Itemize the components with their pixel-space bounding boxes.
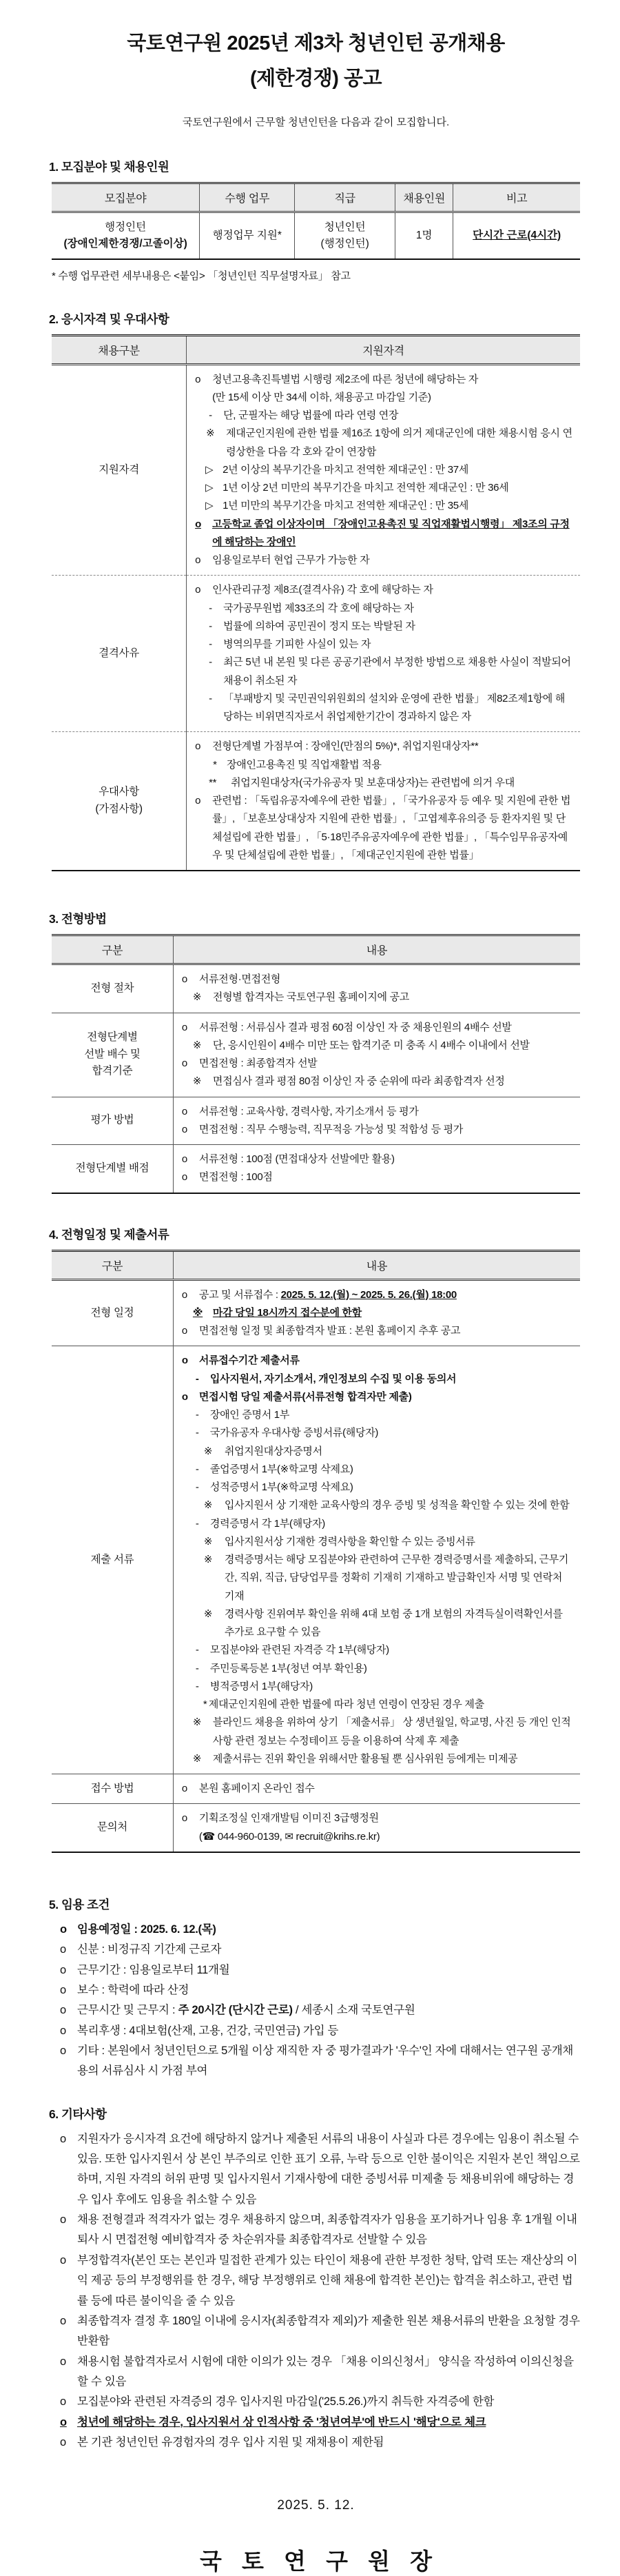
- line-text: 취업지원대상자(국가유공자 및 보훈대상자)는 관련법에 의거 우대: [231, 776, 515, 789]
- text-line: [59, 2433, 580, 2453]
- text-line: [194, 516, 575, 552]
- line-text: 면접전형 일정 및 최종합격자 발표 : 본원 홈페이지 추후 공고: [198, 1325, 461, 1337]
- page-title-line1: 국토연구원 2025년 제3차 청년인턴 공개채용: [127, 32, 505, 54]
- bullet-marker: *: [213, 758, 217, 771]
- line-text: 지원자가 응시자격 요건에 해당하지 않거나 제출된 서류의 내용이 사실과 다른 경우에는 임용이 취소될 수 있음. 또한 입사지원서 상 본인 부주의로 인한 표기 오류, 누락 등으로 인한 불이익은 지원자 본인 책임으로 하며, 지원 자격의 허위 판명 및 입사지원서 기재사항에 대한 증빙서류 미제출 등 채용비위에 해당하는 경우 입사 후에도 임용을 취소할 수 있음: [77, 2132, 580, 2206]
- section1-heading: 1. 모집분야 및 채용인원: [49, 159, 169, 174]
- text-line: [180, 971, 575, 988]
- section2-heading: 2. 응시자격 및 우대사항: [49, 312, 169, 326]
- bullet-marker: -: [209, 638, 212, 651]
- row-content: [173, 1145, 580, 1193]
- line-text: 서류전형·면접전형: [198, 973, 281, 986]
- section6-heading: 6. 기타사항: [49, 2107, 107, 2121]
- bullet-marker: o: [181, 1123, 187, 1135]
- line-text: 본원 홈페이지 온라인 접수: [198, 1783, 315, 1795]
- table-row: [52, 1804, 580, 1852]
- bullet-marker: o: [60, 2044, 66, 2057]
- line-text: 본 기관 청년인턴 유경험자의 경우 입사 지원 및 재채용이 제한됨: [77, 2436, 384, 2449]
- bullet-marker: o: [60, 2004, 66, 2017]
- bullet-marker: o: [60, 2314, 66, 2327]
- bullet-marker: -: [195, 1427, 199, 1439]
- eligibility-table: [52, 334, 580, 872]
- line-text: 1년 미만의 복무기간을 마치고 전역한 제대군인 : 만 35세: [223, 500, 469, 512]
- text-line: [180, 1150, 575, 1168]
- bullet-marker: o: [60, 1983, 66, 1996]
- text-line: [180, 1037, 575, 1055]
- grade-cell: [295, 212, 395, 259]
- bullet-marker: ※: [203, 1499, 213, 1512]
- text-line: [59, 1980, 580, 2000]
- bullet-marker: o: [195, 373, 201, 385]
- line-text: 장애인고용촉진 및 직업재활법 적용: [227, 758, 382, 771]
- text-line: [194, 407, 575, 425]
- page-subtitle: 국토연구원에서 근무할 청년인턴을 다음과 같이 모집합니다.: [182, 116, 450, 128]
- line-text: 「부패방지 및 국민권익위원회의 설치와 운영에 관한 법률」 제82조제1항에 해당하는 비위면직자로서 취업제한기간이 경과하지 않은 자: [223, 692, 566, 723]
- other-notes-list: [59, 2129, 580, 2453]
- section4-heading: 4. 전형일정 및 제출서류: [49, 1227, 169, 1241]
- field-name: 행정인턴: [105, 221, 147, 233]
- note-cell: 단시간 근로(4시간): [453, 212, 580, 259]
- text-line: [194, 479, 575, 497]
- line-text: 취업지원대상자증명서: [224, 1445, 322, 1457]
- bullet-marker: -: [195, 1644, 199, 1656]
- bullet-marker: o: [181, 1288, 187, 1301]
- line-text: 전형별 합격자는 국토연구원 홈페이지에 공고: [212, 991, 409, 1004]
- bullet-marker: -: [195, 1463, 199, 1475]
- bullet-marker: -: [195, 1680, 199, 1692]
- row-content: [187, 576, 580, 732]
- text-line: [180, 1605, 575, 1642]
- line-text: 단, 응시인원이 4배수 미만 또는 합격기준 미 충족 시 4배수 이내에서 선발: [212, 1039, 530, 1051]
- line-text: 입사지원서 상 기재한 교육사항의 경우 증빙 및 성적을 확인할 수 있는 것에 한함: [224, 1499, 570, 1512]
- text-line: [180, 1168, 575, 1186]
- line-text: 면접전형 : 최종합격자 선발: [198, 1057, 318, 1070]
- column-header: 채용인원: [395, 183, 453, 212]
- line-text: 1년 이상 2년 미만의 복무기간을 마치고 전역한 제대군인 : 만 36세: [223, 482, 509, 494]
- bullet-marker: o: [195, 518, 201, 530]
- page-title: [52, 26, 580, 97]
- text-line: [180, 1714, 575, 1750]
- text-line: [180, 1286, 575, 1304]
- bullet-marker: *: [203, 1698, 207, 1711]
- row-content: [173, 1346, 580, 1774]
- bullet-marker: o: [60, 2024, 66, 2037]
- bullet-marker: ※: [192, 1075, 202, 1088]
- table-header-row: [52, 183, 580, 212]
- table-row: [52, 1145, 580, 1193]
- column-header: 직급: [295, 183, 395, 212]
- bullet-marker: ※: [192, 1039, 202, 1051]
- text-line: [194, 774, 575, 792]
- text-line: [194, 618, 575, 636]
- line-text: 채용 전형결과 적격자가 없는 경우 채용하지 않으며, 최종합격자가 임용을 포기하거나 임용 후 1개월 이내 퇴사 시 면접전형 예비합격자 중 차순위자를 최종합격자로 선발할 수 있음: [77, 2213, 577, 2247]
- row-content: [173, 1774, 580, 1804]
- table-row: [52, 964, 580, 1013]
- bullet-marker: ※: [203, 1608, 213, 1620]
- line-text: 전형단계별 가점부여 : 장애인(만점의 5%)*, 취업지원대상자**: [212, 740, 479, 753]
- bullet-marker: ※: [192, 1306, 203, 1319]
- text-line: [180, 1304, 575, 1322]
- text-line: [180, 1750, 575, 1768]
- text-line: [180, 1121, 575, 1139]
- contact-line: [180, 1828, 575, 1846]
- line-text: 청년고용촉진특별법 시행령 제2조에 따른 청년에 해당하는 자: [212, 373, 479, 385]
- line-text: 블라인드 채용을 위하여 상기 「제출서류」 상 생년월일, 학교명, 사진 등 개인 인적사항 관련 정보는 수정테이프 등을 이용하여 삭제 후 제출: [212, 1716, 571, 1747]
- table-row: [52, 1279, 580, 1346]
- row-label: 제출 서류: [52, 1346, 173, 1774]
- row-content: [187, 364, 580, 576]
- row-label: 전형단계별 배점: [52, 1145, 173, 1193]
- text-line: [59, 1920, 580, 1940]
- text-line: [194, 600, 575, 618]
- page-title-line2: (제한경쟁) 공고: [250, 67, 382, 90]
- duty-cell: 행정업무 지원*: [200, 212, 295, 259]
- bullet-marker: o: [195, 554, 201, 567]
- text-line: [180, 1406, 575, 1424]
- line-text: 근무기간 : 임용일로부터 11개월: [77, 1963, 230, 1976]
- bullet-marker: o: [60, 2213, 66, 2227]
- text-line: [180, 1073, 575, 1091]
- table-row: [52, 1774, 580, 1804]
- bullet-marker: **: [209, 776, 217, 789]
- table-row: [52, 576, 580, 732]
- bullet-marker: -: [209, 602, 212, 614]
- line-text: 최근 5년 내 본원 및 다른 공공기관에서 부정한 방법으로 채용한 사실이 적발되어 채용이 취소된 자: [223, 656, 571, 687]
- row-content: [173, 1279, 580, 1346]
- line-text: 2년 이상의 복무기간을 마치고 전역한 제대군인 : 만 37세: [223, 463, 469, 476]
- text-line: [180, 1696, 575, 1714]
- table-row: [52, 1346, 580, 1774]
- text-line: [59, 2352, 580, 2393]
- bullet-marker: o: [60, 1923, 67, 1936]
- bullet-marker: -: [209, 409, 212, 422]
- column-header: 채용구분: [52, 335, 187, 364]
- line-text: 근무시간 및 근무지 : 주 20시간 (단시간 근로) / 세종시 소재 국토연구원: [77, 2004, 415, 2017]
- text-line: [180, 1370, 575, 1388]
- bullet-marker: o: [181, 1355, 188, 1367]
- line-text: 성적증명서 1부(※학교명 삭제요): [209, 1481, 353, 1494]
- line-text: 제대군인지원에 관한 법률에 따라 청년 연령이 연장된 경우 제출: [208, 1698, 484, 1711]
- announcement-date: 2025. 5. 12.: [277, 2498, 355, 2513]
- text-line: [194, 581, 575, 599]
- bullet-marker: ※: [192, 1716, 202, 1729]
- table-header-row: [52, 1250, 580, 1279]
- bullet-marker: -: [195, 1662, 199, 1674]
- bullet-marker: -: [195, 1481, 199, 1494]
- grade-name: 청년인턴: [324, 221, 366, 233]
- line-text: 서류접수기간 제출서류: [198, 1355, 300, 1367]
- line-text: 기획조정실 인재개발팀 이미진 3급행정원: [198, 1812, 379, 1825]
- line-text: 입사지원서, 자기소개서, 개인정보의 수집 및 이용 동의서: [209, 1372, 457, 1385]
- text-line: [180, 1424, 575, 1442]
- text-line: [180, 1479, 575, 1497]
- selection-method-table: [52, 934, 580, 1194]
- bullet-marker: ※: [206, 427, 215, 440]
- table-header-row: [52, 935, 580, 964]
- text-line: [194, 792, 575, 864]
- line-text: 제출서류는 진위 확인을 위해서만 활용될 뿐 심사위원 등에게는 미제공: [212, 1752, 518, 1765]
- bullet-marker: o: [195, 584, 201, 596]
- line-text: 마감 당일 18시까지 접수분에 한함: [212, 1306, 362, 1319]
- line-text: 병역의무를 기피한 사실이 있는 자: [223, 638, 371, 651]
- line-text: 졸업증명서 1부(※학교명 삭제요): [209, 1463, 353, 1475]
- line-text: 최종합격자 결정 후 180일 이내에 응시자(최종합격자 제외)가 제출한 원본 채용서류의 반환을 요청할 경우 반환함: [77, 2314, 580, 2348]
- text-line: [180, 1322, 575, 1340]
- text-line: [194, 425, 575, 461]
- row-content: [187, 732, 580, 871]
- column-header: 지원자격: [187, 335, 580, 364]
- bullet-marker: o: [181, 1390, 188, 1403]
- line-text: 보수 : 학력에 따라 산정: [77, 1983, 189, 1996]
- line-text: 경력증명서 각 1부(해당자): [209, 1517, 325, 1530]
- text-line: [194, 738, 575, 755]
- bullet-marker: o: [60, 1943, 66, 1956]
- text-line: [180, 1809, 575, 1827]
- bullet-marker: ▷: [205, 500, 214, 512]
- line-text: 청년에 해당하는 경우, 입사지원서 상 인적사항 중 '청년여부'에 반드시 '해당'으로 체크: [77, 2415, 486, 2428]
- bullet-marker: o: [195, 740, 201, 753]
- text-line: [180, 1443, 575, 1461]
- line-text: 국가유공자 우대사항 증빙서류(해당자): [209, 1427, 379, 1439]
- field-restriction: (장애인제한경쟁/고졸이상): [63, 237, 187, 250]
- schedule-documents-table: [52, 1250, 580, 1853]
- line-text: 복리후생 : 4대보험(산재, 고용, 건강, 국민연금) 가입 등: [77, 2024, 339, 2037]
- bullet-marker: o: [181, 1105, 187, 1117]
- bullet-marker: ▷: [205, 482, 214, 494]
- line-text: (☎ 044-960-0139, ✉ recruit@krihs.re.kr): [198, 1830, 380, 1843]
- line-text: 면접심사 결과 평점 80점 이상인 자 중 순위에 따라 최종합격자 선정: [212, 1075, 505, 1088]
- table-row: [52, 212, 580, 259]
- bullet-marker: ※: [192, 991, 202, 1004]
- bullet-marker: -: [195, 1409, 199, 1421]
- bullet-marker: o: [60, 2415, 67, 2428]
- bullet-marker: -: [209, 620, 212, 632]
- signature-title: 국 토 연 구 원 장: [199, 2548, 440, 2575]
- count-cell: 1명: [395, 212, 453, 259]
- line-text: 채용시험 불합격자로서 시험에 대한 이의가 있는 경우 「채용 이의신청서」 양식을 작성하여 이의신청을 할 수 있음: [77, 2355, 574, 2388]
- text-line: [59, 2311, 580, 2352]
- bullet-marker: o: [60, 2253, 66, 2266]
- line-text: 모집분야와 관련된 자격증 각 1부(해당자): [209, 1644, 389, 1656]
- row-content: [173, 964, 580, 1013]
- text-line: [180, 1461, 575, 1479]
- bullet-marker: o: [181, 1171, 187, 1184]
- column-header: 모집분야: [52, 183, 200, 212]
- line-text: 제대군인지원에 관한 법률 제16조 1항에 의거 제대군인에 대한 채용시험 응시 연령상한을 다음 각 호와 같이 연장함: [226, 427, 572, 458]
- table-row: [52, 732, 580, 871]
- bullet-marker: o: [181, 973, 187, 986]
- table-row: [52, 1013, 580, 1097]
- line-text: 임용예정일 : 2025. 6. 12.(목): [77, 1923, 216, 1936]
- line-text: 서류전형 : 교육사항, 경력사항, 자기소개서 등 평가: [198, 1105, 419, 1117]
- table-row: [52, 364, 580, 576]
- column-header: 비고: [453, 183, 580, 212]
- row-label: 우대사항 (가점사항): [52, 732, 187, 871]
- text-line: [180, 1551, 575, 1605]
- line-text: 고등학교 졸업 이상자이며 「장애인고용촉진 및 직업재활법시행령」 제3조의 규정에 해당하는 장애인: [212, 518, 570, 548]
- table1-footnote: * 수행 업무관련 세부내용은 <붙임> 「청년인턴 직무설명자료」 참고: [52, 270, 351, 282]
- line-text: 입사지원서상 기재한 경력사항을 확인할 수 있는 증빙서류: [224, 1535, 475, 1548]
- text-line: [59, 1960, 580, 1980]
- text-line: [180, 1515, 575, 1533]
- text-line: [194, 636, 575, 653]
- text-line: [194, 653, 575, 690]
- bullet-marker: ▷: [205, 463, 214, 476]
- column-header: 수행 업무: [200, 183, 295, 212]
- line-text: 임용일로부터 현업 근무가 가능한 자: [212, 554, 370, 567]
- bullet-marker: o: [60, 1963, 66, 1976]
- row-label: 접수 방법: [52, 1774, 173, 1804]
- text-line: [59, 2210, 580, 2251]
- line-text: 면접전형 : 100점: [198, 1171, 273, 1184]
- column-header: 구분: [52, 1250, 173, 1279]
- column-header: 내용: [173, 1250, 580, 1279]
- section5-heading: 5. 임용 조건: [49, 1897, 110, 1911]
- bullet-marker: ※: [203, 1535, 213, 1548]
- line-text: 장애인 증명서 1부: [209, 1409, 290, 1421]
- line-text: 병적증명서 1부(해당자): [209, 1680, 313, 1692]
- text-line: [180, 1103, 575, 1121]
- row-label: 전형단계별 선발 배수 및 합격기준: [52, 1013, 173, 1097]
- row-content: [173, 1097, 580, 1145]
- bullet-marker: -: [195, 1372, 199, 1385]
- line-text: 부정합격자(본인 또는 본인과 밀접한 관계가 있는 타인이 채용에 관한 부정한 청탁, 압력 또는 재산상의 이익 제공 등의 부정행위를 한 경우, 해당 부정행위로 인해 채용에 합격한 본인)는 합격을 취소하고, 관련 법률 등에 따른 불이익을 줄 수 있음: [77, 2253, 578, 2307]
- bullet-marker: o: [195, 795, 201, 807]
- bullet-marker: o: [181, 1057, 187, 1070]
- employment-conditions-list: [59, 1920, 580, 2082]
- column-header: 구분: [52, 935, 173, 964]
- line-text: 법률에 의하여 공민권이 정지 또는 박탈된 자: [223, 620, 415, 632]
- line-text: 공고 및 서류접수 : 2025. 5. 12.(월) ~ 2025. 5. 26.(월) 18:00: [198, 1288, 457, 1301]
- line-text: 관련법 : 「독립유공자예우에 관한 법률」, 「국가유공자 등 예우 및 지원에 관한 법률」, 「보훈보상대상자 지원에 관한 법률」, 「고엽제후유의증 등 환자지원 및 단체설립에 관한 법률」, 「5·18민주유공자예우에 관한 법률」, 「특수임무유공자예우 및 단체설립에 관한 법률」, 「제대군인지원에 관한 법률」: [212, 795, 571, 861]
- line-text: 단, 군필자는 해당 법률에 따라 연령 연장: [223, 409, 399, 422]
- text-line: [180, 1660, 575, 1678]
- text-line: [59, 2392, 580, 2412]
- text-line: [180, 988, 575, 1006]
- line-text: 경력사항 진위여부 확인을 위해 4대 보험 중 1개 보험의 자격득실이력확인서를 추가로 요구할 수 있음: [224, 1608, 563, 1639]
- text-line: [180, 1055, 575, 1073]
- text-line: [59, 2129, 580, 2210]
- row-label: 전형 절차: [90, 982, 134, 994]
- text-line: [194, 551, 575, 569]
- text-line: [59, 2251, 580, 2311]
- bullet-marker: -: [209, 656, 212, 669]
- row-label: 평가 방법: [52, 1097, 173, 1145]
- column-header: 내용: [173, 935, 580, 964]
- grade-sub: (행정인턴): [320, 237, 369, 250]
- text-line: [194, 690, 575, 727]
- line-text: 기타 : 본원에서 청년인턴으로 5개월 이상 재직한 자 중 평가결과가 '우수'인 자에 대해서는 연구원 공개채용의 서류심사 시 가점 부여: [77, 2044, 574, 2078]
- line-text: 국가공무원법 제33조의 각 호에 해당하는 자: [223, 602, 414, 614]
- bullet-marker: o: [60, 2395, 66, 2408]
- row-label: 문의처: [52, 1804, 173, 1852]
- text-line: [59, 1940, 580, 1960]
- text-line: [180, 1388, 575, 1406]
- text-line: [194, 371, 575, 389]
- line-text: 서류전형 : 서류심사 결과 평점 60점 이상인 자 중 채용인원의 4배수 선발: [198, 1021, 512, 1033]
- text-line: [180, 1497, 575, 1514]
- text-line: [180, 1678, 575, 1696]
- text-line: [59, 2021, 580, 2041]
- bullet-marker: o: [60, 2436, 66, 2449]
- text-line: [194, 389, 575, 407]
- text-line: [59, 2000, 580, 2020]
- text-line: [194, 756, 575, 774]
- row-label: 전형 일정: [90, 1306, 134, 1319]
- line-text: 서류전형 : 100점 (면접대상자 선발에만 활용): [198, 1153, 395, 1166]
- line-text: 신분 : 비정규직 기간제 근로자: [77, 1943, 222, 1956]
- line-text: (만 15세 이상 만 34세 이하, 채용공고 마감일 기준): [212, 391, 431, 403]
- text-line: [194, 497, 575, 515]
- text-line: [180, 1780, 575, 1798]
- line-text: 경력증명서는 해당 모집분야와 관련하여 근무한 경력증명서를 제출하되, 근무기간, 직위, 직급, 담당업무를 정확히 기재히 기재하고 발급확인자 서명 및 연락처 기재: [224, 1554, 569, 1602]
- text-line: [59, 2041, 580, 2082]
- bullet-marker: -: [209, 692, 212, 704]
- bullet-marker: ※: [203, 1554, 213, 1566]
- bullet-marker: o: [181, 1812, 187, 1825]
- text-line: [180, 1019, 575, 1037]
- bullet-marker: o: [60, 2132, 66, 2145]
- table-row: [52, 1097, 580, 1145]
- line-text: 면접시험 당일 제출서류(서류전형 합격자만 제출): [198, 1390, 412, 1403]
- bullet-marker: ※: [203, 1445, 213, 1457]
- text-line: [59, 2413, 580, 2433]
- line-text: 면접전형 : 직무 수행능력, 직무적응 가능성 및 적합성 등 평가: [198, 1123, 464, 1135]
- text-line: [180, 1352, 575, 1370]
- row-content: [173, 1804, 580, 1852]
- bullet-marker: ※: [192, 1752, 202, 1765]
- bullet-marker: o: [60, 2355, 66, 2368]
- bullet-marker: o: [181, 1021, 187, 1033]
- line-text: 주민등록등본 1부(청년 여부 확인용): [209, 1662, 367, 1674]
- row-label: 지원자격: [99, 463, 139, 476]
- bullet-marker: -: [195, 1517, 199, 1530]
- text-line: [180, 1533, 575, 1551]
- bullet-marker: o: [181, 1325, 187, 1337]
- table-header-row: [52, 335, 580, 364]
- field-cell: [52, 212, 200, 259]
- text-line: [194, 461, 575, 479]
- recruitment-field-table: [52, 182, 580, 260]
- row-content: [173, 1013, 580, 1097]
- section3-heading: 3. 전형방법: [49, 912, 107, 926]
- row-label: 결격사유: [52, 576, 187, 732]
- bullet-marker: o: [181, 1153, 187, 1166]
- text-line: [180, 1641, 575, 1659]
- bullet-marker: o: [181, 1783, 187, 1795]
- line-text: 모집분야와 관련된 자격증의 경우 입사지원 마감일('25.5.26.)까지 취득한 자격증에 한함: [77, 2395, 495, 2408]
- line-text: 인사관리규정 제8조(결격사유) 각 호에 해당하는 자: [212, 584, 433, 596]
